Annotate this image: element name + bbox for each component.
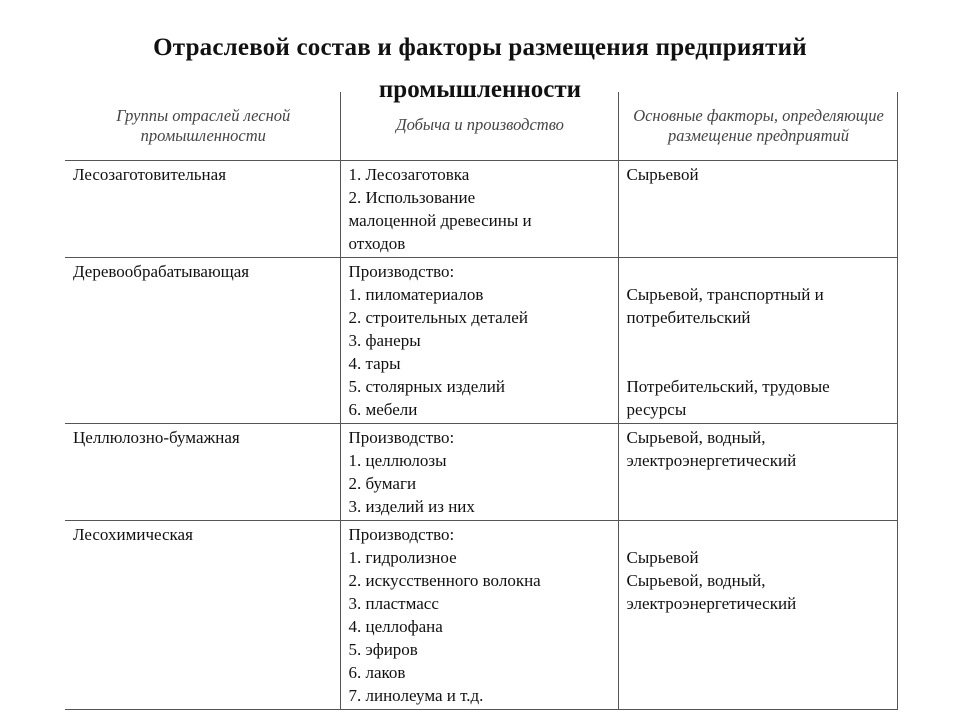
factor-line: Сырьевой, водный, [626,571,766,590]
table-row [65,161,897,258]
production-line: 6. мебели [348,400,418,419]
production-line: 1. пиломатериалов [348,285,484,304]
factor-line: Сырьевой, транспортный и [626,285,824,304]
production-cell [340,161,618,258]
group-cell [65,424,340,521]
group-name: Лесохимическая [73,525,193,544]
production-line: отходов [348,234,406,253]
header-factors: Основные факторы, определяющие размещение предприятий [618,92,897,161]
production-line: 2. строительных деталей [348,308,528,327]
production-line: 6. лаков [348,663,406,682]
factor-line: Сырьевой [626,548,699,567]
factors-cell [618,258,897,424]
production-line: 2. искусственного волокна [348,571,541,590]
spacer [627,523,891,546]
spacer [627,329,891,375]
factor-line: ресурсы [626,400,687,419]
production-line: 1. целлюлозы [348,451,447,470]
group-cell [65,161,340,258]
production-line: 3. пластмасс [348,594,439,613]
header-groups: Группы отраслей лесной промышленности [65,92,340,161]
production-cell [340,424,618,521]
production-line: 2. Использование [348,188,476,207]
production-line: Производство: [348,525,455,544]
table-row [65,258,897,424]
production-cell [340,258,618,424]
factors-cell [618,424,897,521]
factor-line: электроэнергетический [626,451,797,470]
production-line: 1. Лесозаготовка [348,165,470,184]
industry-table [65,92,898,710]
production-line: 3. изделий из них [348,497,475,516]
group-cell [65,258,340,424]
production-line: Производство: [348,428,455,447]
title-line-2-clipped [0,70,960,103]
factor-line: электроэнергетический [626,594,797,613]
group-name: Деревообрабатывающая [73,262,250,281]
industry-table-container [65,92,897,705]
factors-cell [618,161,897,258]
factor-line: Сырьевой [626,165,699,184]
production-line: Производство: [348,262,455,281]
production-line: 7. линолеума и т.д. [348,686,484,705]
slide-title [0,26,960,70]
production-line: 4. тары [348,354,401,373]
production-line: 5. эфиров [348,640,418,659]
table-header-row [65,92,897,161]
group-name: Целлюлозно-бумажная [73,428,240,447]
factor-line: Потребительский, трудовые [626,377,830,396]
table-row [65,521,897,710]
production-cell [340,521,618,710]
production-line: 1. гидролизное [348,548,457,567]
group-cell [65,521,340,710]
title-line-1: Отраслевой состав и факторы размещения предприятий [153,34,807,61]
factor-line: потребительский [626,308,751,327]
production-line: малоценной древесины и [348,211,532,230]
production-line: 5. столярных изделий [348,377,505,396]
table-row [65,424,897,521]
production-line: 2. бумаги [348,474,417,493]
header-production: Добыча и производство [340,92,618,161]
factor-line: Сырьевой, водный, [626,428,766,447]
group-name: Лесозаготовительная [73,165,227,184]
title-line-2: промышленности [378,76,582,103]
spacer [627,260,891,283]
production-line: 4. целлофана [348,617,443,636]
factors-cell [618,521,897,710]
production-line: 3. фанеры [348,331,421,350]
